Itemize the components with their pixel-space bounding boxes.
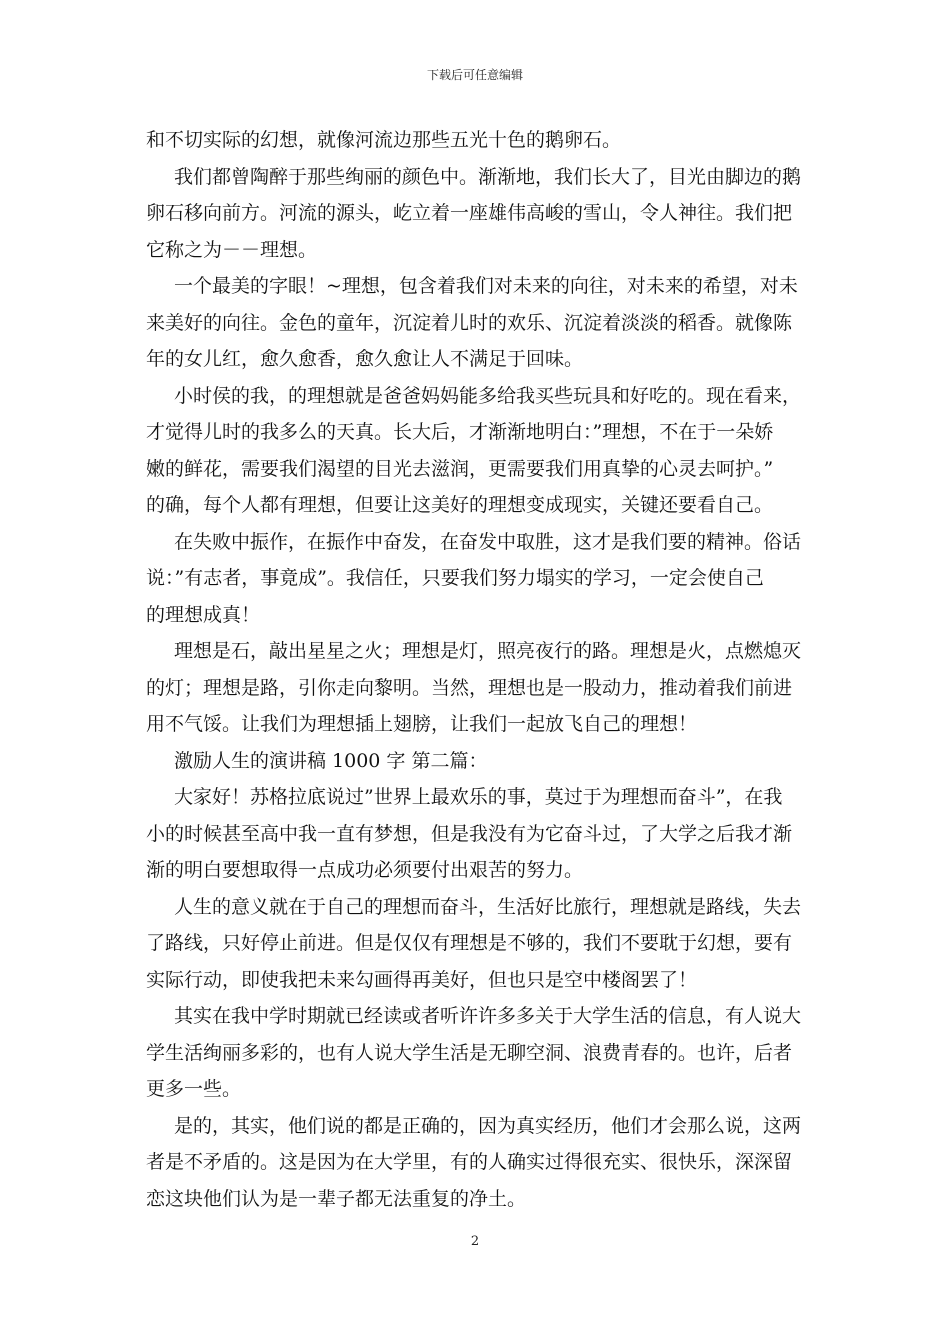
text-line: 恋这块他们认为是一辈子都无法重复的净土。: [146, 1187, 527, 1210]
text-line: 一个最美的字眼！~理想，包含着我们对未来的向往，对未来的希望，对未: [174, 275, 798, 297]
text-line: 说：”有志者，事竟成”。我信任，只要我们努力塌实的学习，一定会使自己: [146, 567, 764, 589]
text-line: 是的，其实，他们说的都是正确的，因为真实经历，他们才会那么说，这两: [174, 1114, 802, 1137]
text-line: 渐的明白要想取得一点成功必须要付出艰苦的努力。: [146, 859, 584, 881]
text-line: 才觉得儿时的我多么的天真。长大后，才渐渐地明白：”理想，不在于一朵娇: [146, 421, 774, 443]
text-line: 更多一些。: [146, 1078, 242, 1100]
text-line: 卵石移向前方。河流的源头，屹立着一座雄伟高峻的雪山，令人神往。我们把: [146, 202, 793, 224]
text-line: 理想是石，敲出星星之火；理想是灯，照亮夜行的路。理想是火，点燃熄灭: [174, 640, 802, 662]
page-header-note: 下载后可任意编辑: [426, 68, 523, 82]
text-line: 学生活绚丽多彩的，也有人说大学生活是无聊空洞、浪费青春的。也许，后者: [146, 1041, 793, 1064]
text-line: 的灯；理想是路，引你走向黎明。当然，理想也是一股动力，推动着我们前进: [146, 676, 793, 699]
text-line: 用不气馁。让我们为理想插上翅膀，让我们一起放飞自己的理想！: [146, 713, 698, 735]
text-line: 其实在我中学时期就已经读或者听许许多多关于大学生活的信息，有人说大: [174, 1005, 802, 1027]
text-line: 人生的意义就在于自己的理想而奋斗，生活好比旅行，理想就是路线，失去: [174, 895, 802, 918]
text-line: 大家好！苏格拉底说过”世界上最欢乐的事，莫过于为理想而奋斗”，在我: [174, 786, 783, 808]
text-line: 它称之为－－理想。: [146, 238, 318, 261]
text-line: 激励人生的演讲稿 1000 字 第二篇：: [174, 749, 488, 772]
text-line: 者是不矛盾的。这是因为在大学里，有的人确实过得很充实、很快乐，深深留: [146, 1151, 793, 1173]
text-line: 嫩的鲜花，需要我们渴望的目光去滋润，更需要我们用真挚的心灵去呵护。”: [146, 457, 774, 480]
text-line: 的确，每个人都有理想，但要让这美好的理想变成现实，关键还要看自己。: [146, 494, 774, 516]
text-line: 我们都曾陶醉于那些绚丽的颜色中。渐渐地，我们长大了，目光由脚边的鹅: [174, 165, 802, 188]
text-line: 小时侯的我，的理想就是爸爸妈妈能多给我买些玩具和好吃的。现在看来，: [174, 384, 802, 407]
page-number: 2: [470, 1234, 480, 1249]
text-line: 小的时候甚至高中我一直有梦想，但是我没有为它奋斗过，了大学之后我才渐: [146, 822, 793, 845]
text-line: 和不切实际的幻想，就像河流边那些五光十色的鹅卵石。: [146, 129, 622, 151]
text-line: 年的女儿红，愈久愈香，愈久愈让人不满足于回味。: [146, 348, 584, 370]
text-line: 的理想成真！: [146, 603, 261, 626]
text-line: 了路线，只好停止前进。但是仅仅有理想是不够的，我们不要耽于幻想，要有: [146, 932, 793, 954]
document-body: [146, 122, 808, 1217]
text-line: 实际行动，即使我把未来勾画得再美好，但也只是空中楼阁罢了！: [146, 968, 698, 991]
text-line: 在失败中振作，在振作中奋发，在奋发中取胜，这才是我们要的精神。俗话: [174, 530, 802, 553]
text-line: 来美好的向往。金色的童年，沉淀着儿时的欢乐、沉淀着淡淡的稻香。就像陈: [146, 311, 793, 334]
